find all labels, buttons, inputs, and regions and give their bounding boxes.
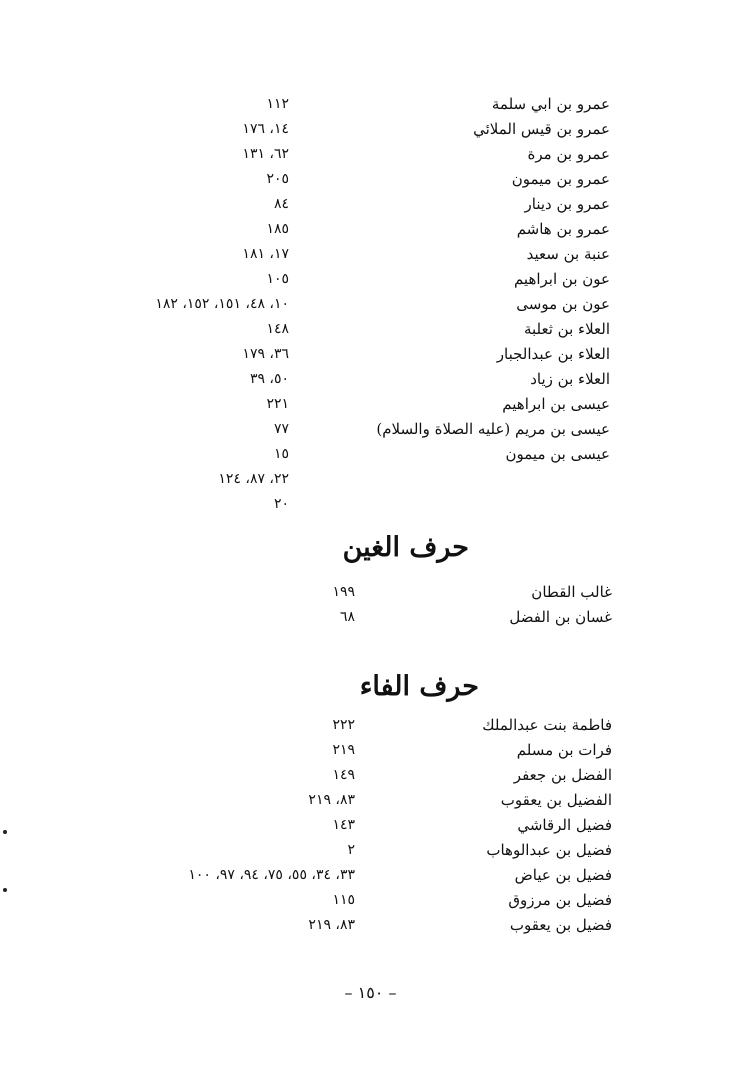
entry-name: غسان بن الفضل xyxy=(509,608,612,626)
index-entry xyxy=(0,467,741,492)
index-entry xyxy=(0,92,741,117)
index-entry xyxy=(0,142,741,167)
margin-mark xyxy=(3,888,7,892)
index-entry xyxy=(0,888,741,913)
page-number: – ١٥٠ – xyxy=(344,983,397,1002)
entry-name: عون بن ابراهيم xyxy=(513,270,610,288)
entry-pages: ١٨٥ xyxy=(266,221,289,237)
entry-name: عيسى بن ابراهيم xyxy=(502,395,610,413)
entry-name: فضيل بن عبدالوهاب xyxy=(486,841,612,859)
index-entry xyxy=(0,417,741,442)
section-heading-ghain: حرف الغين xyxy=(342,532,469,563)
index-entry xyxy=(0,217,741,242)
section-heading-fa: حرف الفاء xyxy=(359,671,479,702)
index-entry xyxy=(0,913,741,938)
entry-pages: ١٤٨ xyxy=(266,321,289,337)
entry-name: عمرو بن ابي سلمة xyxy=(491,95,610,113)
index-entry xyxy=(0,863,741,888)
entry-name: الفضل بن جعفر xyxy=(513,766,612,784)
margin-mark xyxy=(3,830,7,834)
entry-pages: ٢٠ xyxy=(273,496,289,512)
index-entry xyxy=(0,788,741,813)
index-entry xyxy=(0,763,741,788)
index-entry xyxy=(0,342,741,367)
index-entry xyxy=(0,838,741,863)
index-entry xyxy=(0,292,741,317)
entry-name: عنبة بن سعيد xyxy=(526,245,610,263)
entry-pages: ١٧، ١٨١ xyxy=(242,246,289,262)
entry-pages: ٣٦، ١٧٩ xyxy=(242,346,289,362)
entry-name: عيسى بن ميمون xyxy=(505,445,610,463)
index-entry xyxy=(0,367,741,392)
index-entry xyxy=(0,580,741,605)
entry-pages: ٥٠، ٣٩ xyxy=(249,371,289,387)
index-entry xyxy=(0,713,741,738)
entry-pages: ٨٤ xyxy=(273,196,289,212)
entry-name: عمرو بن مرة xyxy=(527,145,610,163)
entry-pages: ٢٢، ٨٧، ١٢٤ xyxy=(218,471,289,487)
index-entry xyxy=(0,442,741,467)
entry-name: عمرو بن هاشم xyxy=(516,220,610,238)
entry-pages: ٢٠٥ xyxy=(266,171,289,187)
entry-name: عمرو بن ميمون xyxy=(511,170,610,188)
index-entry xyxy=(0,813,741,838)
index-entry xyxy=(0,392,741,417)
entry-pages: ١٥ xyxy=(273,446,289,462)
entry-pages: ٦٨ xyxy=(339,609,355,625)
entry-pages: ١١٢ xyxy=(266,96,289,112)
index-entry xyxy=(0,192,741,217)
entry-name: العلاء بن زياد xyxy=(530,370,610,388)
entry-pages: ٢٢١ xyxy=(266,396,289,412)
entry-pages: ٢٢٢ xyxy=(332,717,355,733)
entry-pages: ٨٣، ٢١٩ xyxy=(308,917,355,933)
entry-pages: ٣٣، ٣٤، ٥٥، ٧٥، ٩٤، ٩٧، ١٠٠ xyxy=(188,867,355,883)
entry-pages: ٦٢، ١٣١ xyxy=(242,146,289,162)
entry-name: فضيل بن مرزوق xyxy=(508,891,612,909)
index-entry xyxy=(0,492,741,517)
entry-pages: ٧٧ xyxy=(273,421,289,437)
entry-pages: ١٠٥ xyxy=(266,271,289,287)
entry-name: فضيل بن يعقوب xyxy=(509,916,612,934)
index-entry xyxy=(0,267,741,292)
entry-name: العلاء بن عبدالجبار xyxy=(496,345,610,363)
entry-name: فاطمة بنت عبدالملك xyxy=(482,716,612,734)
entry-name: عون بن موسى xyxy=(516,295,610,313)
entry-name: فضيل الرقاشي xyxy=(517,816,612,834)
entry-pages: ١٤، ١٧٦ xyxy=(242,121,289,137)
index-entry xyxy=(0,738,741,763)
entry-pages: ٢ xyxy=(347,842,355,858)
index-entry xyxy=(0,605,741,630)
entry-name: عمرو بن قيس الملائي xyxy=(473,120,610,138)
entry-pages: ٨٣، ٢١٩ xyxy=(308,792,355,808)
entry-name: غالب القطان xyxy=(531,583,612,601)
entry-pages: ١٠، ٤٨، ١٥١، ١٥٢، ١٨٢ xyxy=(155,296,289,312)
entry-pages: ١٩٩ xyxy=(332,584,355,600)
entry-pages: ٢١٩ xyxy=(332,742,355,758)
index-entry xyxy=(0,167,741,192)
entry-name: عمرو بن دينار xyxy=(524,195,610,213)
index-entry xyxy=(0,242,741,267)
entry-name: فرات بن مسلم xyxy=(516,741,612,759)
entry-name: الفضيل بن يعقوب xyxy=(500,791,612,809)
entry-name: عيسى بن مريم (عليه الصلاة والسلام) xyxy=(376,420,610,438)
entry-pages: ١٤٩ xyxy=(332,767,355,783)
index-entry xyxy=(0,317,741,342)
entry-pages: ١١٥ xyxy=(332,892,355,908)
index-entry xyxy=(0,117,741,142)
entry-pages: ١٤٣ xyxy=(332,817,355,833)
entry-name: فضيل بن عياض xyxy=(514,866,612,884)
entry-name: العلاء بن ثعلبة xyxy=(523,320,610,338)
